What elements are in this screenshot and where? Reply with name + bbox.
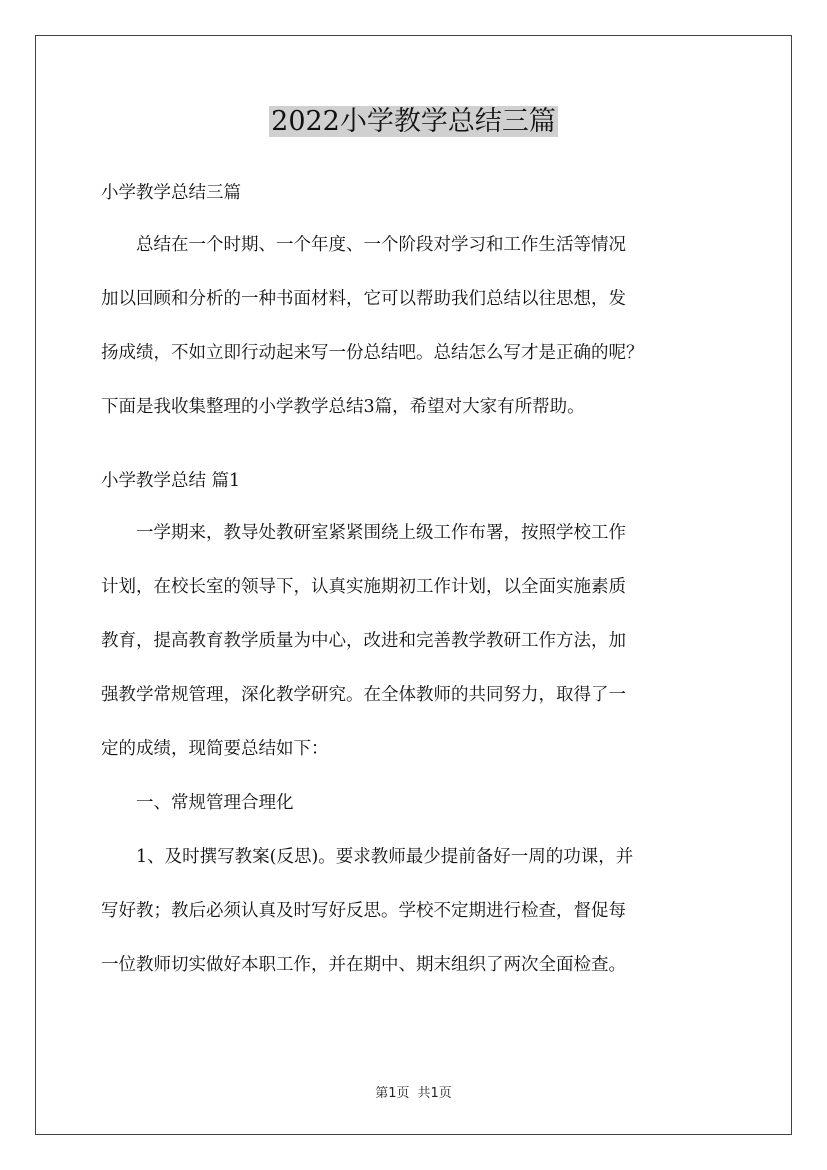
section-heading: 小学教学总结 篇1: [101, 471, 241, 491]
paragraph-line: 扬成绩，不如立即行动起来写一份总结吧。总结怎么写才是正确的呢？: [101, 343, 644, 363]
paragraph-line: 一学期来，教导处教研室紧紧围绕上级工作布署，按照学校工作: [136, 523, 626, 543]
paragraph-line: 总结在一个时期、一个年度、一个阶段对学习和工作生活等情况: [136, 235, 626, 255]
paragraph-line: 定的成绩，现简要总结如下：: [101, 739, 329, 759]
paragraph-line: 1、及时撰写教案(反思)。要求教师最少提前备好一周的功课，并: [136, 847, 634, 867]
subheading: 一、常规管理合理化: [136, 793, 294, 813]
page-number: 第1页: [375, 1086, 410, 1101]
intro-paragraph: [101, 230, 727, 422]
paragraph-line: 教育，提高教育教学质量为中心，改进和完善教学教研工作方法，加: [101, 631, 626, 651]
section-paragraph: [101, 518, 727, 764]
paragraph-line: 强教学常规管理，深化教学研究。在全体教师的共同努力，取得了一: [101, 685, 626, 705]
paragraph-line: 加以回顾和分析的一种书面材料，它可以帮助我们总结以往思想，发: [101, 289, 626, 309]
paragraph-line: 一位教师切实做好本职工作，并在期中、期末组织了两次全面检查。: [101, 955, 626, 975]
document-body: [101, 172, 727, 1004]
paragraph-line: 写好教；教后必须认真及时写好反思。学校不定期进行检查，督促每: [101, 901, 626, 921]
document-title-text: 2022小学教学总结三篇: [271, 106, 556, 137]
intro-heading: 小学教学总结三篇: [101, 183, 241, 203]
item-paragraph: [101, 842, 727, 980]
paragraph-line: 计划，在校长室的领导下，认真实施期初工作计划，以全面实施素质: [101, 577, 626, 597]
page-footer: [0, 1082, 827, 1101]
document-title: [0, 102, 827, 142]
page-total: 共1页: [417, 1086, 452, 1101]
paragraph-line: 下面是我收集整理的小学教学总结3篇，希望对大家有所帮助。: [101, 397, 585, 417]
